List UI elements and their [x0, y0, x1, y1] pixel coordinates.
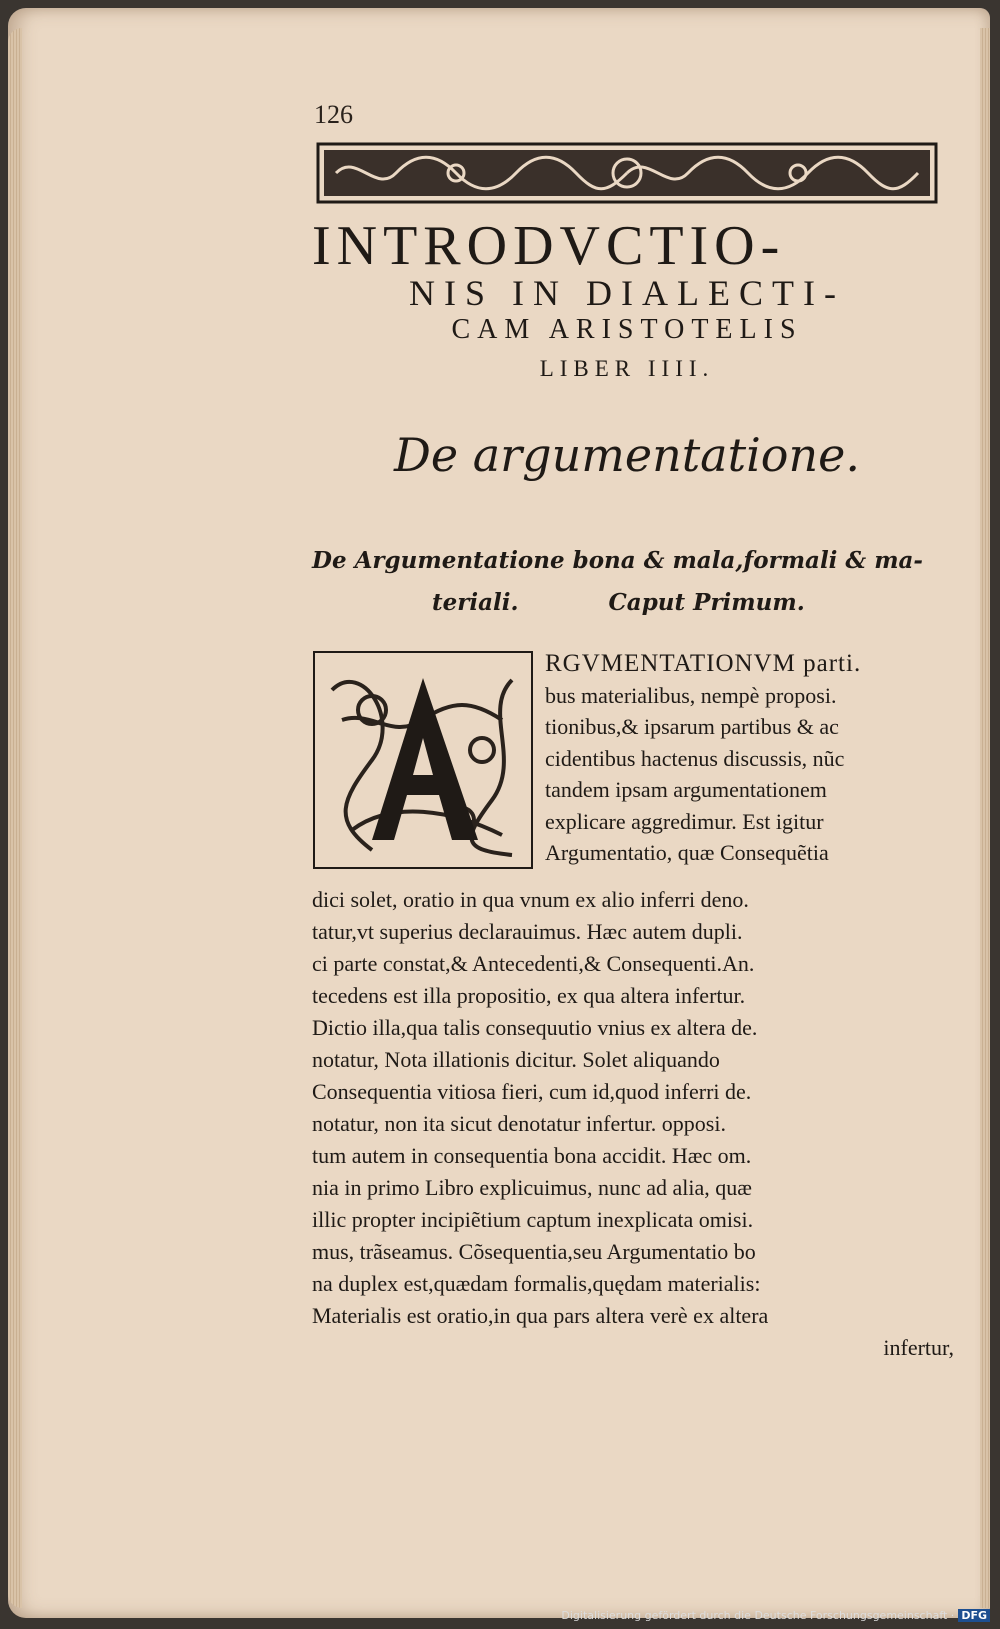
dfg-logo: DFG	[958, 1609, 990, 1622]
chapter-heading-line-1: De Argumentatione bona & mala,formali & ma-	[312, 547, 923, 574]
title-line-4: LIBER IIII.	[539, 356, 715, 381]
text-line: nia in primo Libro explicuimus, nunc ad alia, quæ	[312, 1175, 752, 1200]
page-edge-right	[980, 28, 990, 1608]
text-line: notatur, non ita sicut denotatur infertur. opposi.	[312, 1111, 726, 1136]
footer-text: Digitalisierung gefördert durch die Deutsche Forschungsgemeinschaft ·	[561, 1609, 955, 1622]
body-text	[312, 884, 954, 1364]
drop-text	[545, 648, 955, 869]
text-line: tionibus,& ipsarum partibus & ac	[545, 714, 839, 739]
text-line: RGVMENTATIONVM parti.	[545, 650, 862, 677]
text-line: tum autem in consequentia bona accidit. Hæc om.	[312, 1143, 752, 1168]
text-line: explicare aggredimur. Est igitur	[545, 808, 824, 834]
text-line: cidentibus hactenus discussis, nũc	[545, 745, 845, 771]
catchword: infertur,	[883, 1335, 954, 1360]
chapter-heading-word: teriali.	[432, 589, 519, 616]
text-line: tandem ipsam argumentationem	[545, 777, 827, 802]
page-number: 126	[314, 100, 353, 129]
chapter-caput: Caput Primum.	[608, 589, 805, 616]
text-line: bus materialibus, nempè proposi.	[545, 682, 837, 708]
section-title: De argumentatione.	[394, 428, 860, 482]
text-line: dici solet, oratio in qua vnum ex alio inferri deno.	[312, 887, 749, 912]
ornament-banner	[316, 142, 938, 204]
text-line: illic propter incipiẽtium captum inexplicata omisi.	[312, 1207, 754, 1232]
decorated-initial-a	[312, 650, 534, 870]
text-line: Materialis est oratio,in qua pars altera verè ex altera	[312, 1303, 769, 1328]
text-line: Dictio illa,qua talis consequutio vnius ex altera de.	[312, 1015, 758, 1040]
page-edge-left	[8, 28, 22, 1608]
text-line: tatur,vt superius declarauimus. Hæc autem dupli.	[312, 919, 743, 944]
digitization-footer	[561, 1609, 990, 1622]
title-line-1: INTRODVCTIO-	[312, 215, 786, 277]
text-line: na duplex est,quædam formalis,quędam materialis:	[312, 1271, 761, 1296]
text-line: ci parte constat,& Antecedenti,& Consequenti.An.	[312, 951, 755, 976]
text-line: notatur, Nota illationis dicitur. Solet aliquando	[312, 1047, 720, 1072]
text-line: Consequentia vitiosa fieri, cum id,quod inferri de.	[312, 1079, 752, 1104]
title-line-3: CAM ARISTOTELIS	[451, 314, 803, 345]
chapter-heading	[312, 540, 952, 624]
text-line: tecedens est illa propositio, ex qua altera infertur.	[312, 983, 746, 1008]
text-line: mus, trãseamus. Cõsequentia,seu Argumentatio bo	[312, 1239, 756, 1264]
title-line-2: NIS IN DIALECTI-	[409, 273, 845, 313]
text-line: Argumentatio, quæ Consequẽtia	[545, 840, 829, 865]
chapter-heading-line-2	[312, 582, 952, 624]
